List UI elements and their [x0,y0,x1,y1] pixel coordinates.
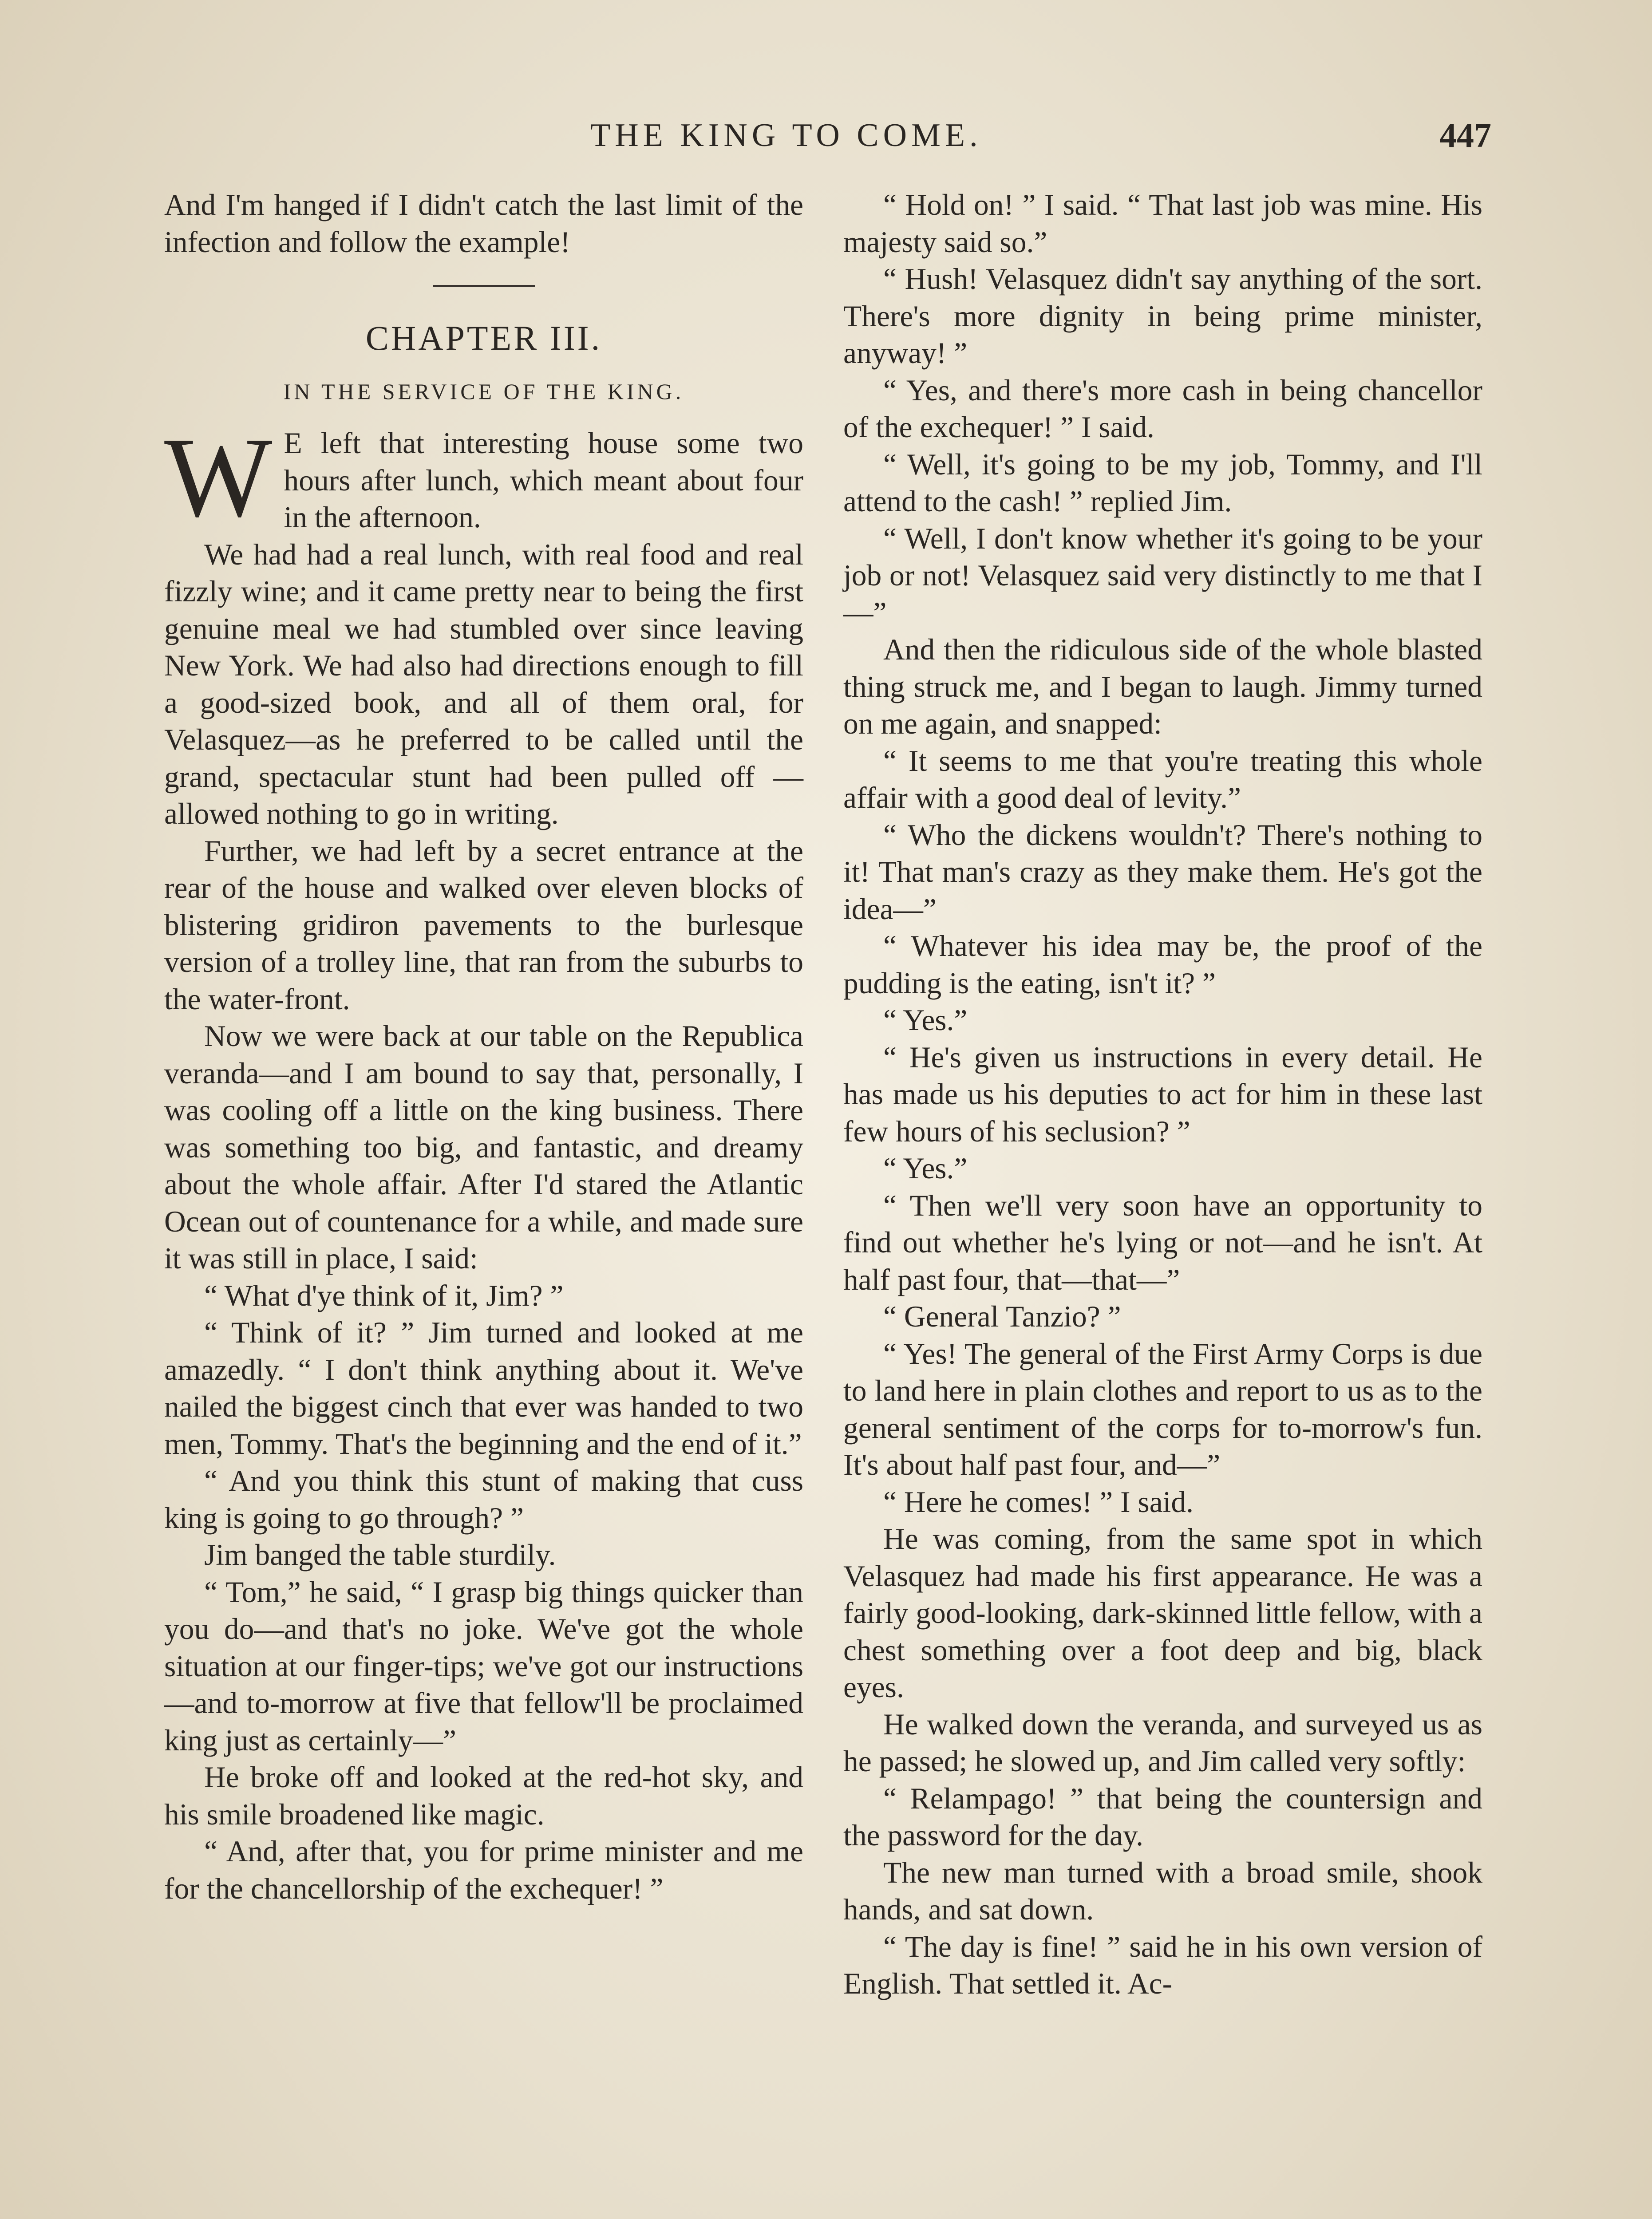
right-column [843,186,1482,2002]
paragraph: “ Yes.” [883,1152,968,1185]
paragraph: “ Hush! Velasquez didn't say anything of the sort. There's more dignity in being prime minister, anyway! ” [843,262,1482,370]
paragraph: “ Tom,” he said, “ I grasp big things quicker than you do—and that's no joke. We've got the whole situation at our finger-tips; we've got our instructions—and to-morrow at five that fellow'll be proclaimed king just as certainly—” [164,1575,803,1757]
chapter-opening [164,414,803,541]
paragraph: “ And, after that, you for prime minister and me for the chancellorship of the exchequer! ” [164,1835,803,1905]
intro-paragraph: And I'm hanged if I didn't catch the last limit of the infection and follow the example! [164,188,803,259]
paragraph: “ Yes, and there's more cash in being chancellor of the exchequer! ” I said. [843,373,1482,444]
section-divider [433,285,535,287]
paragraph: He broke off and looked at the red-hot sky, and his smile broadened like magic. [164,1761,803,1831]
paragraph: “ Here he comes! ” I said. [883,1485,1194,1519]
paragraph: “ Yes.” [883,1003,968,1037]
paragraph: The new man turned with a broad smile, shook hands, and sat down. [843,1856,1482,1926]
paragraph: “ The day is fine! ” said he in his own version of English. That settled it. Ac- [843,1930,1482,2000]
paragraph: “ What d'ye think of it, Jim? ” [204,1279,564,1312]
paragraph: Jim banged the table sturdily. [204,1538,556,1571]
paragraph: And then the ridiculous side of the whole blasted thing struck me, and I began to laugh. Jimmy turned on me again, and snapped: [843,633,1482,740]
paragraph: “ Yes! The general of the First Army Corps is due to land here in plain clothes and report to us as to the general sentiment of the corps for to-morrow's fun. It's about half past four, and—” [843,1337,1482,1481]
paragraph: “ It seems to me that you're treating this whole affair with a good deal of levity.” [843,744,1482,814]
paragraph: We had had a real lunch, with real food and real fizzly wine; and it came pretty near to being the first genuine meal we had stumbled over since leaving New York. We had also had directions enough to fill a good-sized book, and all of them oral, for Velasquez—as he preferred to be called until the grand, spectacular stunt had been pulled off — allowed nothing to go in writing. [164,537,803,830]
left-column [164,186,803,1907]
opening-paragraph: E left that interesting house some two hours after lunch, which meant about four in the afternoon. [284,426,803,534]
paragraph: “ General Tanzio? ” [883,1300,1121,1333]
chapter-subtitle: IN THE SERVICE OF THE KING. [283,379,684,404]
paragraph: “ Well, I don't know whether it's going to be your job or not! Velasquez said very distinctly to me that I—” [843,521,1482,629]
paragraph: “ Who the dickens wouldn't? There's nothing to it! That man's crazy as they make them. He's got the idea—” [843,818,1482,926]
paragraph: He walked down the veranda, and surveyed us as he passed; he slowed up, and Jim called very softly: [843,1707,1482,1778]
drop-cap: W [164,414,273,541]
paragraph: “ Relampago! ” that being the countersign and the password for the day. [843,1781,1482,1852]
page-header [164,111,1491,160]
paragraph: Now we were back at our table on the Republica veranda—and I am bound to say that, personally, I was cooling off a little on the king business. There was something too big, and fantastic, and dreamy about the whole affair. After I'd stared the Atlantic Ocean out of countenance for a while, and made sure it was still in place, I said: [164,1019,803,1275]
paragraph: “ And you think this stunt of making that cuss king is going to go through? ” [164,1464,803,1535]
paragraph: He was coming, from the same spot in which Velasquez had made his first appearance. He was a fairly good-looking, dark-skinned little fellow, with a chest something over a foot deep and big, black eyes. [843,1522,1482,1704]
paragraph: “ Well, it's going to be my job, Tommy, and I'll attend to the cash! ” replied Jim. [843,447,1482,518]
paragraph: “ Think of it? ” Jim turned and looked at me amazedly. “ I don't think anything about it. We've nailed the biggest cinch that ever was handed to two men, Tommy. That's the beginning and the end of it.” [164,1316,803,1461]
paragraph: Further, we had left by a secret entrance at the rear of the house and walked over eleven blocks of blistering gridiron pavements to the burlesque version of a trolley line, that ran from the suburbs to the water-front. [164,834,803,1016]
paragraph: “ Then we'll very soon have an opportunity to find out whether he's lying or not—and he isn't. At half past four, that—that—” [843,1188,1482,1296]
paragraph: “ Whatever his idea may be, the proof of the pudding is the eating, isn't it? ” [843,929,1482,1000]
page-number: 447 [1439,116,1491,154]
running-title: THE KING TO COME. [590,117,982,154]
paragraph: “ Hold on! ” I said. “ That last job was mine. His majesty said so.” [843,188,1482,259]
chapter-heading: CHAPTER III. [365,319,602,357]
paragraph: “ He's given us instructions in every detail. He has made us his deputies to act for him in these last few hours of his seclusion? ” [843,1040,1482,1148]
